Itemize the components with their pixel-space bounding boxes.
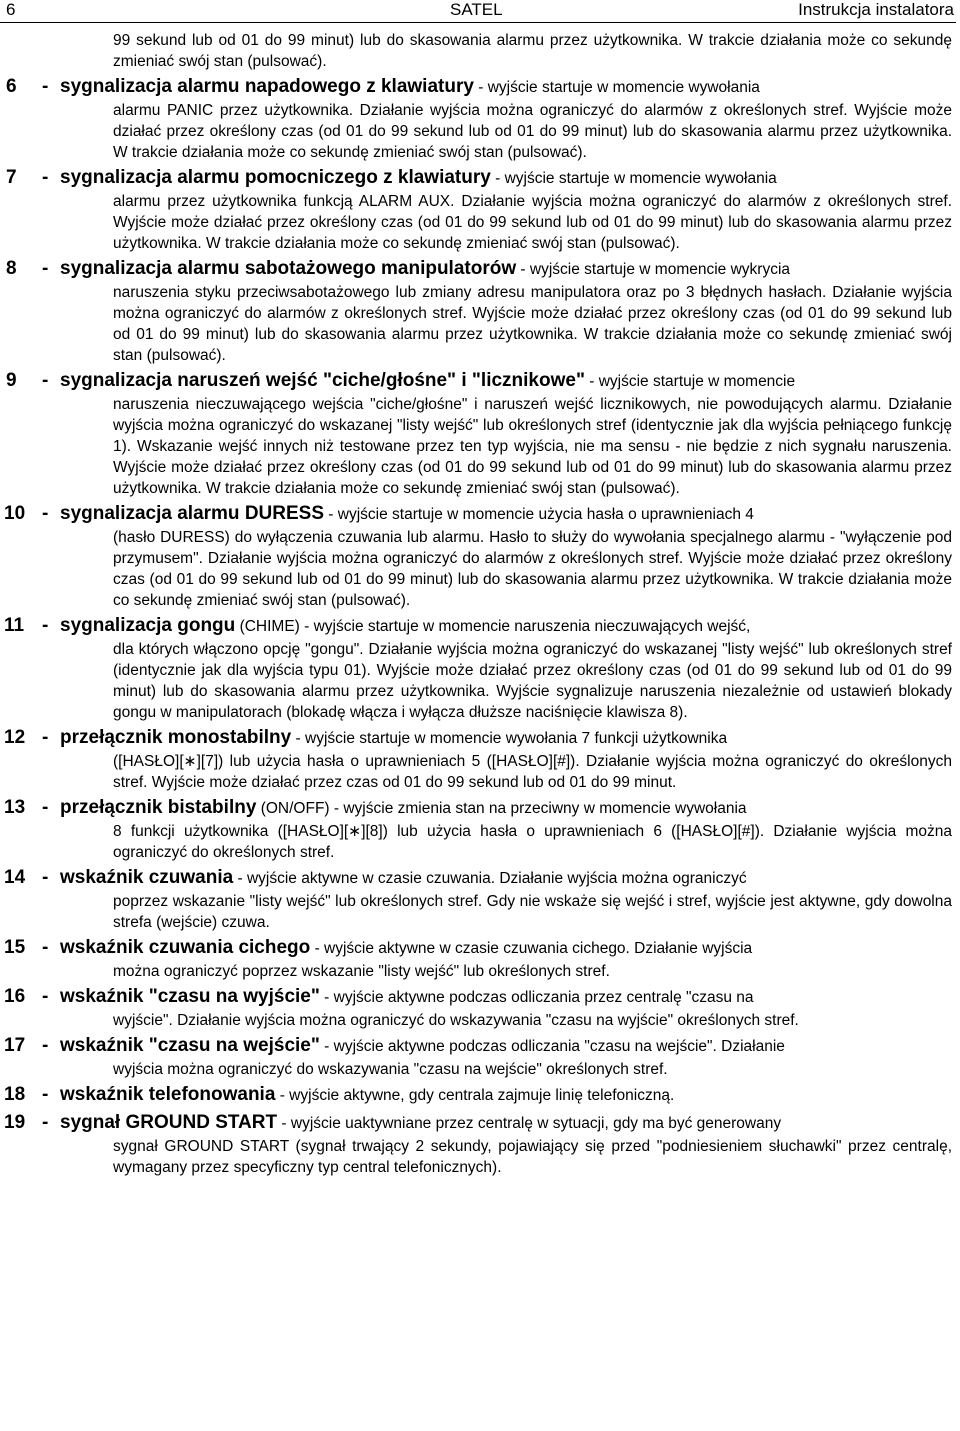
item-heading-text: - wyjście aktywne w czasie czuwania. Działanie wyjścia można ograniczyć [233,870,747,887]
continued-paragraph: 99 sekund lub od 01 do 99 minut) lub do skasowania alarmu przez użytkownika. W trakcie działania może co sekundę zmieniać swój stan (pulsować). [113,32,952,70]
item-title: przełącznik monostabilny [60,727,292,748]
item-number: 6 [6,76,17,97]
item-heading-text: - wyjście startuje w momencie wywołania [473,79,760,96]
item-heading-text: - wyjście aktywne podczas odliczania przez centralę "czasu na [319,989,754,1006]
item-heading [60,936,952,961]
item-heading [60,614,952,639]
item-description: alarmu przez użytkownika funkcją ALARM AUX. Działanie wyjścia można ograniczyć do alarmów z określonych stref. Wyjście może działać przez określony czas (od 01 do 99 sekund lub od 01 do 99 minut) lub do skasowania alarmu przez użytkownika. W trakcie działania może co sekundę zmieniać swój stan (pulsować). [113,193,952,252]
item-dash: - [42,167,49,188]
list-item [0,614,956,723]
item-dash: - [42,986,49,1007]
item-dash: - [42,867,49,888]
item-description: sygnał GROUND START (sygnał trwający 2 sekundy, pojawiający się przed "podniesieniem słuchawki" przez centralę, wymagany przez specyficzny typ central telefonicznych). [113,1138,952,1176]
page-header [0,0,956,23]
item-dash: - [42,370,49,391]
item-heading-text: (CHIME) - wyjście startuje w momencie naruszenia nieczuwających wejść, [235,618,751,635]
item-title: sygnalizacja alarmu napadowego z klawiatury [60,76,474,97]
item-number: 16 [4,986,26,1007]
item-dash: - [42,937,49,958]
item-description: wyjście". Działanie wyjścia można ograniczyć do wskazywania "czasu na wyjście" określonych stref. [113,1012,799,1029]
list-item [0,166,956,254]
item-description: 8 funkcji użytkownika ([HASŁO][∗][8]) lub użycia hasła o uprawnieniach 6 ([HASŁO][#]). Działanie wyjścia można ograniczyć do określonych stref. [113,823,952,861]
item-heading-text: - wyjście uaktywniane przez centralę w sytuacji, gdy ma być generowany [277,1115,782,1132]
item-dash: - [42,1035,49,1056]
item-dash: - [42,258,49,279]
list-item [0,75,956,163]
item-title: wskaźnik czuwania [60,867,234,888]
item-number: 14 [4,867,26,888]
output-type-list [0,75,956,1178]
item-heading-text: (ON/OFF) - wyjście zmienia stan na przeciwny w momencie wywołania [256,800,747,817]
item-dash: - [42,615,49,636]
list-item [0,985,956,1031]
page-number: 6 [6,0,16,19]
item-title: sygnalizacja alarmu DURESS [60,503,324,524]
item-heading [60,796,952,821]
item-number: 18 [4,1084,26,1105]
item-heading [60,1083,952,1108]
item-heading-text: - wyjście startuje w momencie wywołania 7 funkcji użytkownika [291,730,728,747]
list-item [0,1083,956,1108]
item-heading [60,985,952,1010]
item-dash: - [42,797,49,818]
item-title: sygnalizacja alarmu sabotażowego manipulatorów [60,258,517,279]
item-heading-text: - wyjście startuje w momencie [584,373,796,390]
item-heading-text: - wyjście startuje w momencie wywołania [490,170,777,187]
item-title: sygnał GROUND START [60,1112,278,1133]
page-content [0,30,956,1178]
item-number: 11 [4,615,25,636]
item-title: przełącznik bistabilny [60,797,257,818]
document-title: Instrukcja instalatora [798,0,954,19]
item-title: sygnalizacja alarmu pomocniczego z klawiatury [60,167,491,188]
item-description: naruszenia styku przeciwsabotażowego lub zmiany adresu manipulatora oraz po 3 błędnych hasłach. Działanie wyjścia można ograniczyć do alarmów z określonych stref. Wyjście może działać przez określony czas (od 01 do 99 sekund lub od 01 do 99 minut) lub do skasowania alarmu przez użytkownika. W trakcie działania może co sekundę zmieniać swój stan (pulsować). [113,284,952,364]
item-dash: - [42,727,49,748]
item-description: wyjścia można ograniczyć do wskazywania "czasu na wejście" określonych stref. [113,1061,668,1078]
item-dash: - [42,76,49,97]
item-number: 13 [4,797,26,818]
item-dash: - [42,503,49,524]
item-number: 8 [6,258,17,279]
list-item [0,257,956,366]
brand-name: SATEL [450,0,503,19]
item-heading [60,866,952,891]
item-heading [60,1034,952,1059]
item-description: poprzez wskazanie "listy wejść" lub określonych stref. Gdy nie wskaże się wejść i stref, wyjście jest aktywne, gdy dowolna strefa (wejście) czuwa. [113,893,952,931]
item-heading-text: - wyjście aktywne podczas odliczania "czasu na wejście". Działanie [319,1038,785,1055]
item-heading [60,502,952,527]
item-description: dla których włączono opcję "gongu". Działanie wyjścia można ograniczyć do wskazanej "listy wejść" lub określonych stref (identycznie jak dla wyjścia typu 01). Wyjście może działać przez określony czas (od 01 do 99 sekund lub od 01 do 99 minut) lub do skasowania alarmu przez użytkownika. Wyjście sygnalizuje naruszenia niezależnie od ustawień blokady gongu w manipulatorach (blokadę włącza i wyłącza dłuższe naciśnięcie klawisza 8). [113,641,952,721]
item-title: wskaźnik telefonowania [60,1084,276,1105]
list-item [0,1034,956,1080]
item-heading [60,1111,952,1136]
item-heading-text: - wyjście aktywne w czasie czuwania cichego. Działanie wyjścia [310,940,753,957]
item-number: 17 [4,1035,26,1056]
item-title: sygnalizacja gongu [60,615,236,636]
item-heading [60,726,952,751]
list-item [0,369,956,499]
item-title: wskaźnik czuwania cichego [60,937,311,958]
item-description: ([HASŁO][∗][7]) lub użycia hasła o uprawnieniach 5 ([HASŁO][#]). Działanie wyjścia można ograniczyć do określonych stref. Wyjście może działać przez czas od 01 do 99 sekund lub od 01 do 99 minut. [113,753,952,791]
item-number: 9 [6,370,17,391]
item-dash: - [42,1084,49,1105]
item-heading-text: - wyjście aktywne, gdy centrala zajmuje linię telefoniczną. [275,1087,675,1104]
list-item [0,936,956,982]
item-number: 12 [4,727,26,748]
item-description: można ograniczyć poprzez wskazanie "listy wejść" lub określonych stref. [113,963,610,980]
item-title: wskaźnik "czasu na wyjście" [60,986,320,1007]
item-number: 7 [6,167,17,188]
item-number: 10 [4,503,26,524]
list-item [0,502,956,611]
item-heading [60,166,952,191]
item-heading [60,75,952,100]
item-number: 15 [4,937,26,958]
item-title: wskaźnik "czasu na wejście" [60,1035,320,1056]
list-item [0,866,956,933]
list-item [0,1111,956,1178]
item-number: 19 [4,1112,26,1133]
item-heading [60,257,952,282]
item-heading [60,369,952,394]
item-heading-text: - wyjście startuje w momencie użycia hasła o uprawnieniach 4 [324,506,754,523]
item-dash: - [42,1112,49,1133]
list-item [0,796,956,863]
item-description: naruszenia nieczuwającego wejścia "ciche/głośne" i naruszeń wejść licznikowych, nie powodujących alarmu. Działanie wyjścia można ograniczyć do wskazanej "listy wejść" lub określonych stref (identycznie jak dla wyjścia pełniącego funkcję 1). Wskazanie wejść innych niż testowane przez ten typ wyjścia, nie ma sensu - nie będzie z nich sygnału naruszenia. Wyjście może działać przez określony czas (od 01 do 99 sekund lub od 01 do 99 minut) lub do skasowania alarmu przez użytkownika. W trakcie działania może co sekundę zmieniać swój stan (pulsować). [113,396,952,497]
item-description: alarmu PANIC przez użytkownika. Działanie wyjścia można ograniczyć do alarmów z określonych stref. Wyjście może działać przez określony czas (od 01 do 99 sekund lub od 01 do 99 minut) lub do skasowania alarmu przez użytkownika. W trakcie działania może co sekundę zmieniać swój stan (pulsować). [113,102,952,161]
item-title: sygnalizacja naruszeń wejść "ciche/głośne" i "licznikowe" [60,370,585,391]
list-item [0,726,956,793]
item-heading-text: - wyjście startuje w momencie wykrycia [516,261,791,278]
item-description: (hasło DURESS) do wyłączenia czuwania lub alarmu. Hasło to służy do wywołania specjalnego alarmu - "wyłączenie pod przymusem". Działanie wyjścia można ograniczyć do alarmów z określonych stref. Wyjście może działać przez określony czas (od 01 do 99 sekund lub od 01 do 99 minut) lub do skasowania alarmu przez użytkownika. W trakcie działania może co sekundę zmieniać swój stan (pulsować). [113,529,952,609]
